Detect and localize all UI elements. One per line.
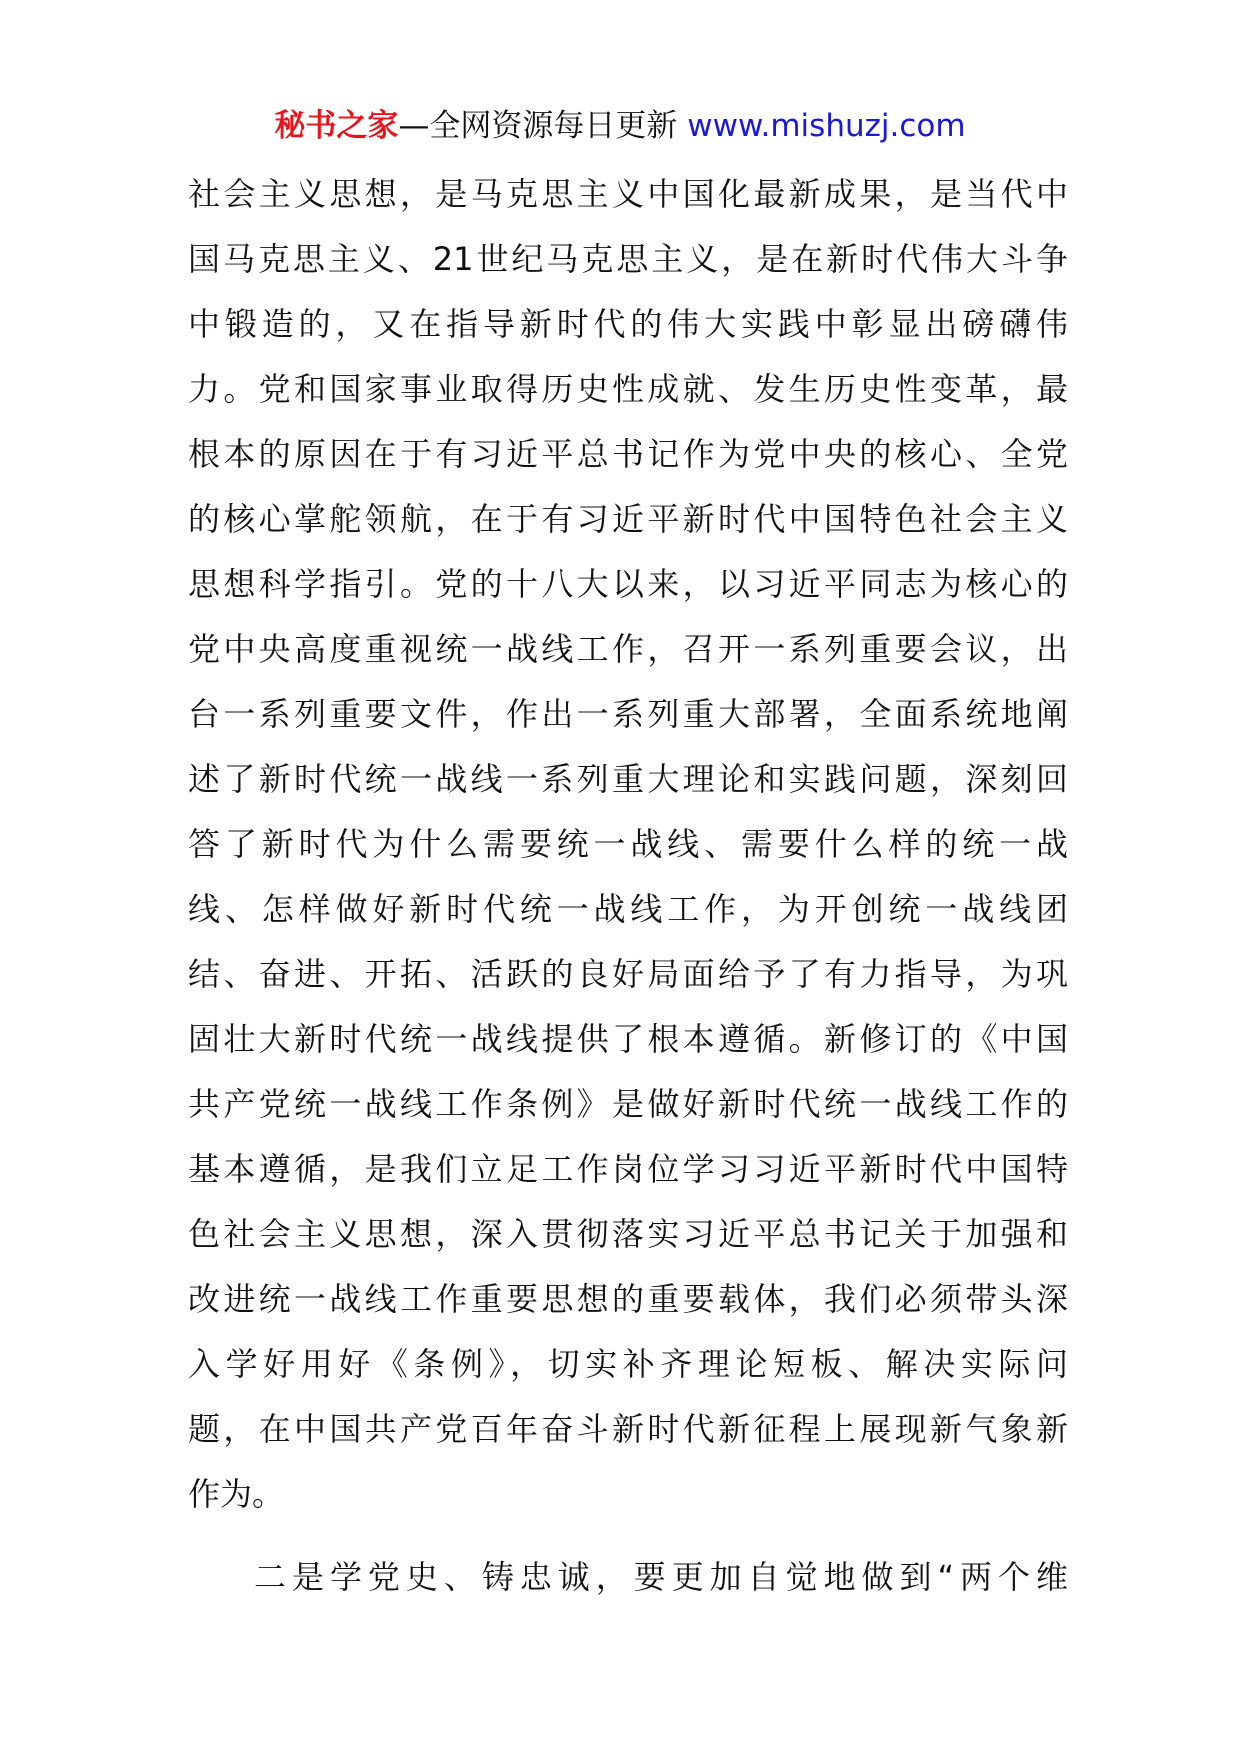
brand-name: 秘书之家 (274, 108, 399, 144)
paragraph-line: 线、怎样做好新时代统一战线工作，为开创统一战线团 (188, 890, 1068, 928)
site-url-link[interactable]: www.mishuzj.com (687, 108, 966, 144)
paragraph-line: 力。党和国家事业取得历史性成就、发生历史性变革，最 (188, 370, 1068, 408)
paragraph-line: 色社会主义思想，深入贯彻落实习近平总书记关于加强和 (188, 1215, 1068, 1253)
paragraph-line: 共产党统一战线工作条例》是做好新时代统一战线工作的 (188, 1085, 1068, 1123)
paragraph-line: 思想科学指引。党的十八大以来，以习近平同志为核心的 (188, 565, 1068, 603)
document-body (188, 162, 1068, 1610)
paragraph-line: 基本遵循，是我们立足工作岗位学习习近平新时代中国特 (188, 1150, 1068, 1188)
paragraph-line: 改进统一战线工作重要思想的重要载体，我们必须带头深 (188, 1280, 1068, 1318)
paragraph-line: 答了新时代为什么需要统一战线、需要什么样的统一战 (188, 825, 1068, 863)
paragraph-line: 二是学党史、铸忠诚，要更加自觉地做到“两个维 (254, 1558, 1068, 1596)
header-tagline: —全网资源每日更新 (398, 108, 678, 144)
paragraph-line: 根本的原因在于有习近平总书记作为党中央的核心、全党 (188, 435, 1068, 473)
paragraph-line: 入学好用好《条例》，切实补齐理论短板、解决实际问 (188, 1345, 1068, 1383)
paragraph-line: 中锻造的，又在指导新时代的伟大实践中彰显出磅礴伟 (188, 305, 1068, 343)
paragraph-line: 题，在中国共产党百年奋斗新时代新征程上展现新气象新 (188, 1410, 1068, 1448)
paragraph-spacer (188, 1527, 1068, 1545)
paragraph-1 (188, 162, 1068, 1527)
paragraph-2 (188, 1545, 1068, 1610)
paragraph-line: 固壮大新时代统一战线提供了根本遵循。新修订的《中国 (188, 1020, 1068, 1058)
paragraph-line: 的核心掌舵领航，在于有习近平新时代中国特色社会主义 (188, 500, 1068, 538)
paragraph-line: 结、奋进、开拓、活跃的良好局面给予了有力指导，为巩 (188, 955, 1068, 993)
paragraph-line: 社会主义思想，是马克思主义中国化最新成果，是当代中 (188, 175, 1068, 213)
paragraph-line: 国马克思主义、21世纪马克思主义，是在新时代伟大斗争 (188, 240, 1068, 278)
paragraph-line: 党中央高度重视统一战线工作，召开一系列重要会议，出 (188, 630, 1068, 668)
paragraph-line: 台一系列重要文件，作出一系列重大部署，全面系统地阐 (188, 695, 1068, 733)
paragraph-line: 作为。 (188, 1475, 285, 1513)
site-header (0, 104, 1240, 148)
paragraph-line: 述了新时代统一战线一系列重大理论和实践问题，深刻回 (188, 760, 1068, 798)
